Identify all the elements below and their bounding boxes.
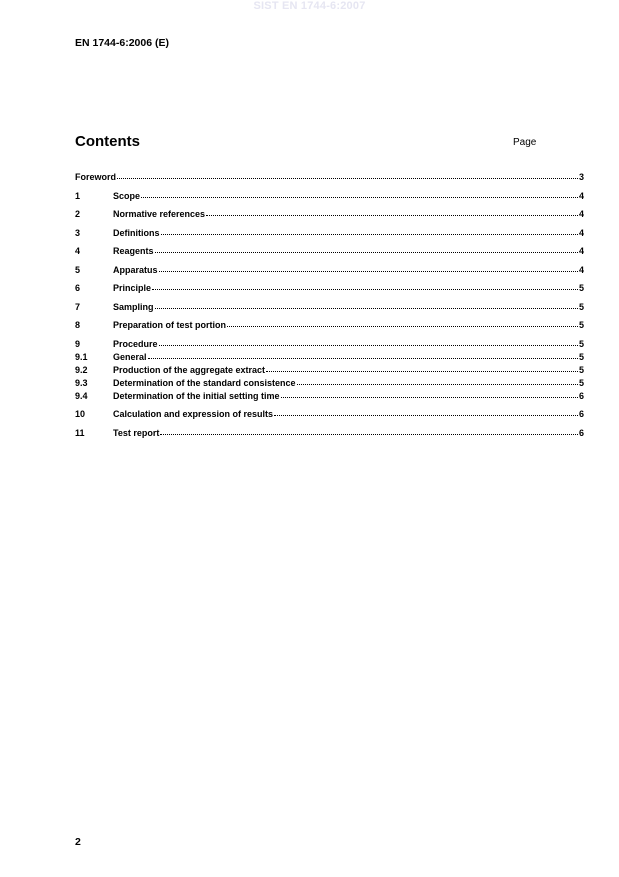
toc-entry-title: Reagents xyxy=(113,246,154,256)
toc-entry-page: 4 xyxy=(578,209,584,219)
toc-entry[interactable] xyxy=(75,265,584,278)
dot-leader xyxy=(155,252,578,253)
toc-entry-page: 5 xyxy=(578,351,584,362)
toc-entry-title: Procedure xyxy=(113,338,158,349)
toc-entry-title: Sampling xyxy=(113,301,154,312)
dot-leader xyxy=(159,345,578,346)
toc-entry-title: Foreword xyxy=(75,172,117,182)
toc-entry-number: 5 xyxy=(75,264,81,275)
toc-entry-number: 4 xyxy=(75,246,81,256)
toc-entry-title: Preparation of test portion xyxy=(113,320,227,330)
toc-entry-number: 3 xyxy=(75,227,81,238)
table-of-contents xyxy=(75,172,584,441)
toc-entry-number: 9.4 xyxy=(75,390,88,401)
dot-leader xyxy=(266,371,578,372)
toc-entry-page: 5 xyxy=(578,301,584,312)
toc-entry-title: Production of the aggregate extract xyxy=(113,364,266,375)
toc-entry-page: 6 xyxy=(578,390,584,401)
dot-leader xyxy=(155,308,578,309)
toc-entry[interactable] xyxy=(75,365,584,378)
dot-leader xyxy=(141,197,578,198)
toc-entry-title: Apparatus xyxy=(113,264,158,275)
toc-entry-page: 5 xyxy=(578,320,584,330)
dot-leader xyxy=(206,215,578,216)
toc-entry-page: 6 xyxy=(578,409,584,419)
toc-entry[interactable] xyxy=(75,228,584,241)
toc-entry[interactable] xyxy=(75,391,584,404)
toc-entry-page: 4 xyxy=(578,227,584,238)
toc-entry-title: Definitions xyxy=(113,227,160,238)
toc-entry-title: General xyxy=(113,351,147,362)
dot-leader xyxy=(281,397,578,398)
toc-entry-title: Test report xyxy=(113,427,160,438)
toc-entry[interactable] xyxy=(75,378,584,391)
toc-entry-page: 4 xyxy=(578,264,584,275)
toc-entry[interactable] xyxy=(75,191,584,204)
toc-entry-number: 7 xyxy=(75,301,81,312)
dot-leader xyxy=(117,178,578,179)
dot-leader xyxy=(152,289,578,290)
dot-leader xyxy=(227,326,578,327)
footer-page-number: 2 xyxy=(75,836,81,848)
toc-entry[interactable] xyxy=(75,302,584,315)
toc-entry-title: Normative references xyxy=(113,209,206,219)
toc-entry-number: 8 xyxy=(75,320,81,330)
toc-entry[interactable] xyxy=(75,246,584,259)
dot-leader xyxy=(274,415,578,416)
toc-entry-number: 11 xyxy=(75,427,85,438)
toc-entry[interactable] xyxy=(75,172,584,185)
toc-entry-page: 5 xyxy=(578,283,584,293)
dot-leader xyxy=(297,384,578,385)
toc-entry-title: Determination of the standard consistence xyxy=(113,377,296,388)
contents-title: Contents xyxy=(75,133,140,150)
dot-leader xyxy=(161,234,578,235)
document-id: EN 1744-6:2006 (E) xyxy=(75,37,169,49)
toc-entry[interactable] xyxy=(75,209,584,222)
page-column-label: Page xyxy=(513,137,537,148)
toc-entry-number: 1 xyxy=(75,190,81,201)
toc-entry-number: 2 xyxy=(75,209,81,219)
toc-entry-title: Scope xyxy=(113,190,141,201)
toc-entry-page: 3 xyxy=(578,172,584,182)
toc-entry-page: 6 xyxy=(578,427,584,438)
toc-entry-number: 9 xyxy=(75,338,81,349)
toc-entry-number: 9.1 xyxy=(75,351,88,362)
toc-entry[interactable] xyxy=(75,283,584,296)
toc-entry-page: 4 xyxy=(578,246,584,256)
toc-entry-number: 9.2 xyxy=(75,364,88,375)
toc-entry-page: 5 xyxy=(578,377,584,388)
toc-entry-page: 5 xyxy=(578,338,584,349)
toc-entry-number: 6 xyxy=(75,283,81,293)
toc-entry-number: 10 xyxy=(75,409,86,419)
toc-entry-page: 5 xyxy=(578,364,584,375)
watermark: SIST EN 1744-6:2007 xyxy=(253,0,366,12)
toc-entry-number: 9.3 xyxy=(75,377,88,388)
dot-leader xyxy=(148,358,578,359)
toc-entry-title: Determination of the initial setting time xyxy=(113,390,280,401)
toc-entry-page: 4 xyxy=(578,190,584,201)
toc-entry[interactable] xyxy=(75,320,584,333)
toc-entry[interactable] xyxy=(75,352,584,365)
toc-entry[interactable] xyxy=(75,339,584,352)
dot-leader xyxy=(160,434,578,435)
dot-leader xyxy=(159,271,578,272)
toc-entry-title: Principle xyxy=(113,283,152,293)
toc-entry-title: Calculation and expression of results xyxy=(113,409,274,419)
toc-entry[interactable] xyxy=(75,428,584,441)
toc-entry[interactable] xyxy=(75,409,584,422)
